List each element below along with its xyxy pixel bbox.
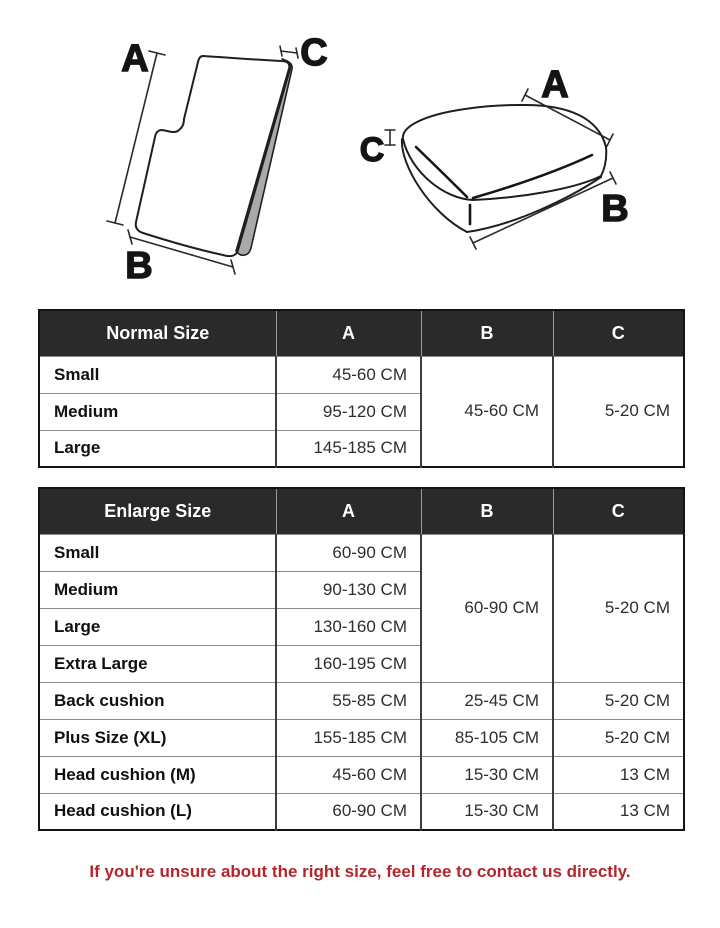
seat-cushion-diagram — [345, 55, 675, 275]
row-label: Plus Size (XL) — [39, 719, 276, 756]
size-value: 130-160 CM — [276, 608, 421, 645]
row-label: Small — [39, 356, 276, 393]
measure-line-c — [281, 51, 297, 53]
size-value: 60-90 CM — [276, 793, 421, 830]
size-value: 15-30 CM — [421, 756, 553, 793]
row-label: Large — [39, 430, 276, 467]
table-row — [39, 356, 684, 393]
row-label: Medium — [39, 393, 276, 430]
size-value: 13 CM — [553, 756, 684, 793]
size-value: 60-90 CM — [421, 534, 553, 682]
measure-tick — [607, 134, 613, 146]
size-value: 13 CM — [553, 793, 684, 830]
row-label: Extra Large — [39, 645, 276, 682]
column-header-b: B — [421, 310, 553, 356]
size-value: 15-30 CM — [421, 793, 553, 830]
table-title: Enlarge Size — [39, 488, 276, 534]
measure-line-b — [473, 178, 613, 243]
size-value: 45-60 CM — [276, 756, 421, 793]
table-title: Normal Size — [39, 310, 276, 356]
back-cushion-diagram — [95, 20, 345, 290]
dim-label-a: A — [541, 64, 569, 106]
size-value: 45-60 CM — [421, 356, 553, 467]
size-value: 55-85 CM — [276, 682, 421, 719]
size-value: 60-90 CM — [276, 534, 421, 571]
size-value: 45-60 CM — [276, 356, 421, 393]
seat-cushion-seam-right — [473, 155, 592, 198]
row-label: Small — [39, 534, 276, 571]
size-value: 5-20 CM — [553, 719, 684, 756]
table-normal-size — [38, 309, 685, 468]
header-row — [39, 488, 684, 534]
table-row — [39, 719, 684, 756]
row-label: Head cushion (L) — [39, 793, 276, 830]
measure-tick — [522, 89, 528, 101]
measure-tick — [470, 237, 476, 249]
table-row — [39, 682, 684, 719]
column-header-c: C — [553, 488, 684, 534]
table-row — [39, 793, 684, 830]
column-header-c: C — [553, 310, 684, 356]
measure-tick — [280, 46, 282, 56]
contact-note: If you're unsure about the right size, feel free to contact us directly. — [89, 862, 631, 881]
header-row — [39, 310, 684, 356]
dim-label-b: B — [125, 245, 153, 287]
column-header-a: A — [276, 310, 421, 356]
size-value: 5-20 CM — [553, 682, 684, 719]
size-value: 90-130 CM — [276, 571, 421, 608]
row-label: Back cushion — [39, 682, 276, 719]
dim-label-b: B — [601, 188, 629, 230]
dim-label-c: C — [300, 32, 328, 74]
size-value: 5-20 CM — [553, 356, 684, 467]
table-enlarge-size — [38, 487, 685, 831]
table-row — [39, 534, 684, 571]
dim-label-a: A — [121, 38, 149, 80]
size-value: 25-45 CM — [421, 682, 553, 719]
row-label: Medium — [39, 571, 276, 608]
seat-cushion-top-face — [403, 105, 606, 200]
size-value: 155-185 CM — [276, 719, 421, 756]
measure-tick — [296, 48, 298, 58]
row-label: Large — [39, 608, 276, 645]
column-header-a: A — [276, 488, 421, 534]
size-value: 85-105 CM — [421, 719, 553, 756]
size-value: 5-20 CM — [553, 534, 684, 682]
column-header-b: B — [421, 488, 553, 534]
size-value: 145-185 CM — [276, 430, 421, 467]
size-value: 95-120 CM — [276, 393, 421, 430]
measure-tick — [610, 172, 616, 184]
table-row — [39, 756, 684, 793]
dim-label-c: C — [359, 131, 385, 169]
row-label: Head cushion (M) — [39, 756, 276, 793]
size-value: 160-195 CM — [276, 645, 421, 682]
